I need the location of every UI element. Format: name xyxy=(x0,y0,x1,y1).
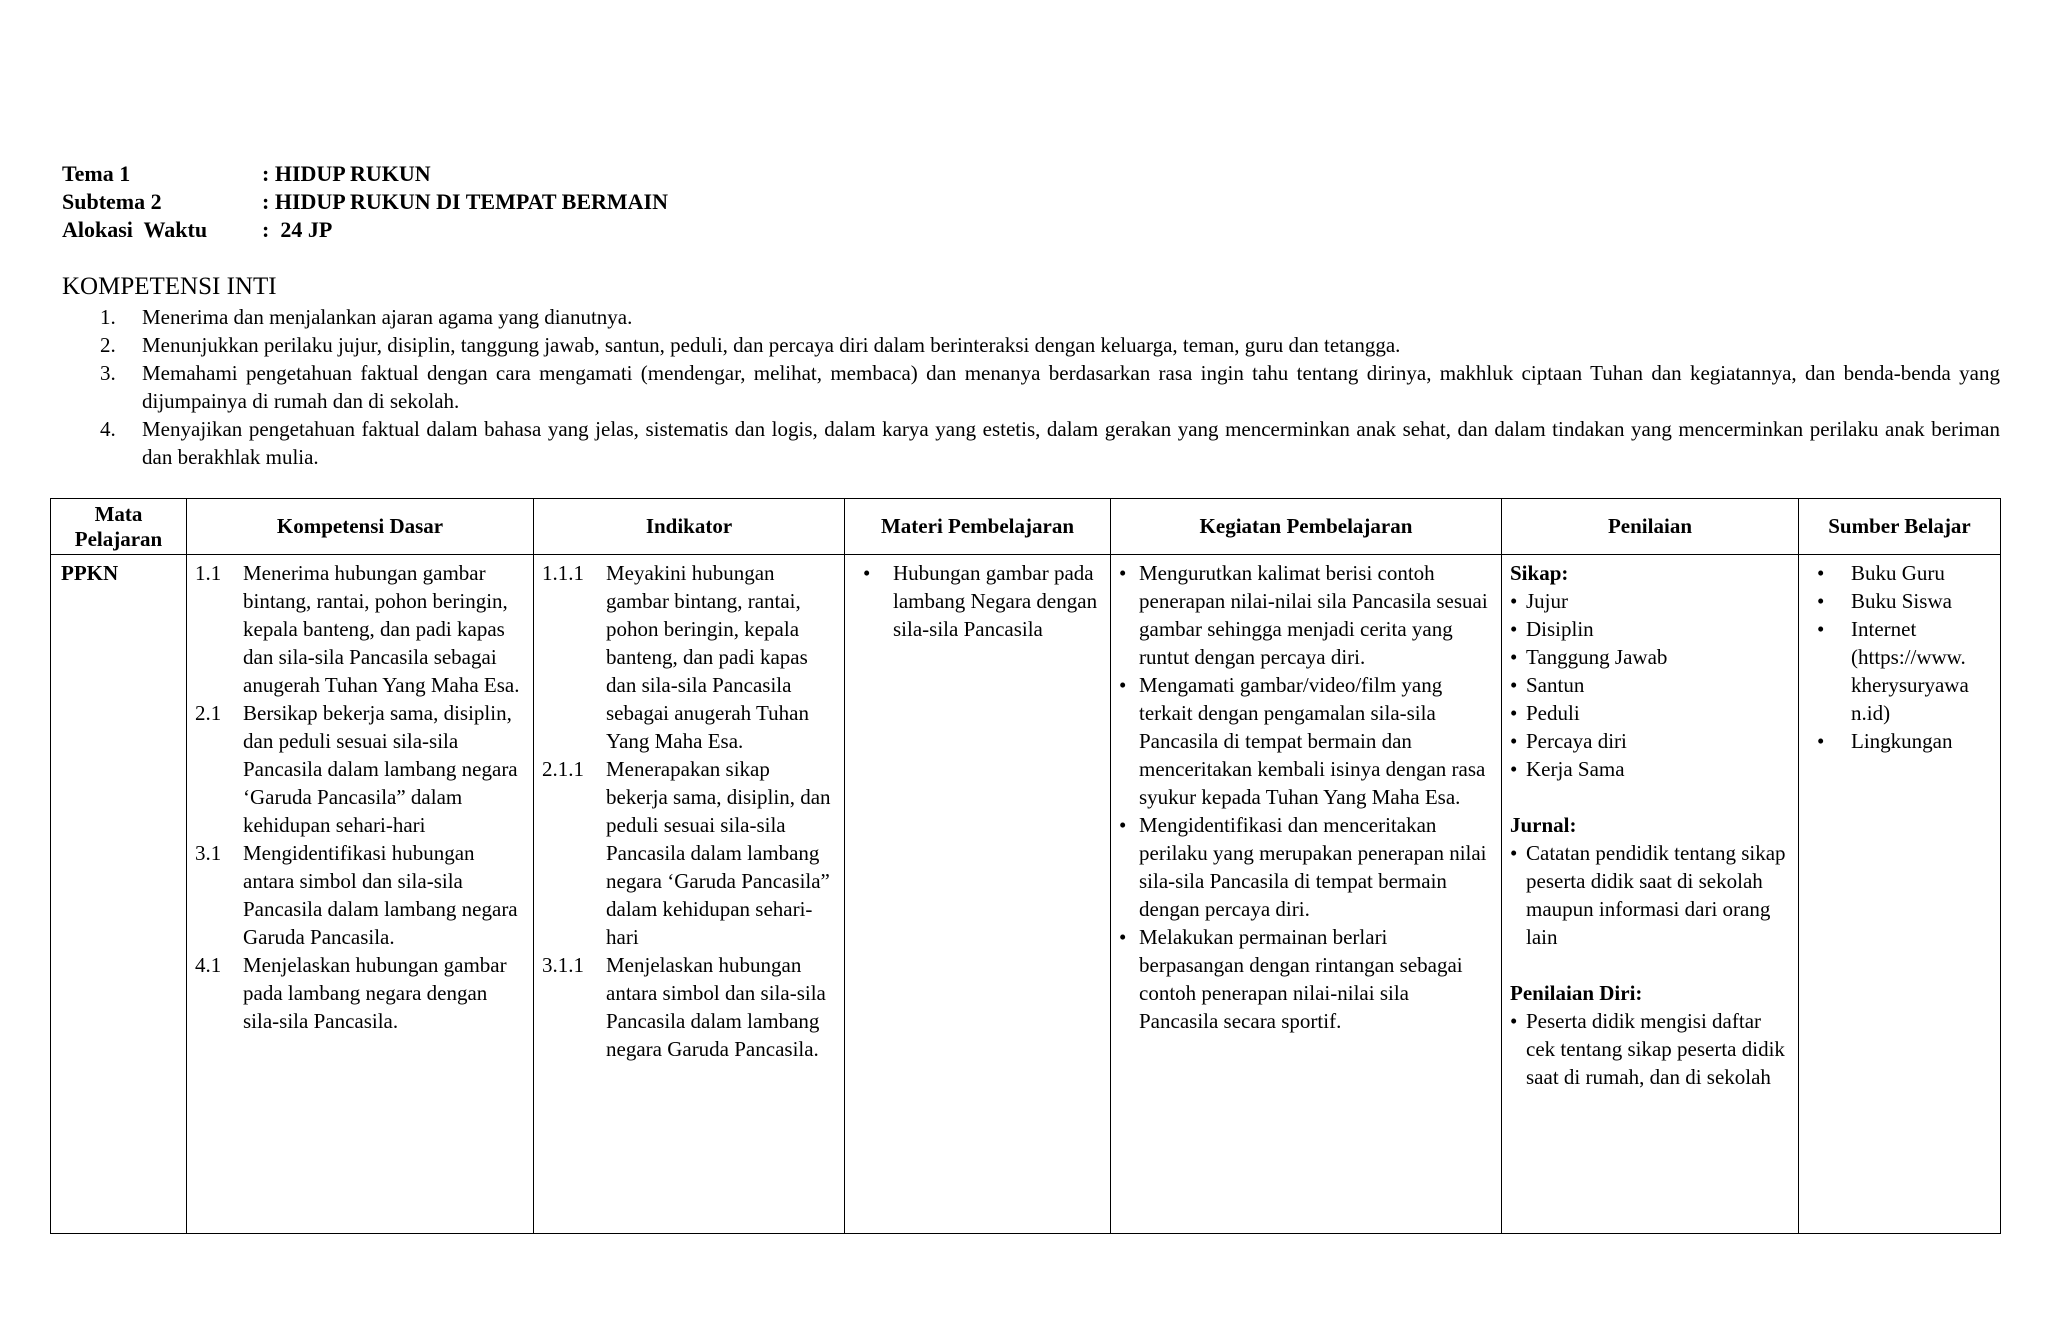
materi-item xyxy=(853,559,1102,643)
bullet-icon: • xyxy=(1510,1009,1518,1033)
ki-number: 3. xyxy=(100,361,116,385)
bullet-icon: • xyxy=(1510,617,1518,641)
kegiatan-text: Mengidentifikasi dan menceritakan perilaku yang merupakan penerapan nilai sila-sila Pancasila di tempat bermain dengan percaya diri. xyxy=(1139,813,1487,921)
bullet-icon: • xyxy=(1817,729,1825,753)
subtema-label: Subtema 2 xyxy=(62,189,162,214)
kompetensi-inti-title: KOMPETENSI INTI xyxy=(62,273,277,300)
tema-value: : HIDUP RUKUN xyxy=(262,161,431,186)
bullet-icon: • xyxy=(1119,813,1127,837)
kd-number: 1.1 xyxy=(195,561,222,585)
sumber-text: Internet (https://www. kherysuryawa n.id) xyxy=(1851,617,1969,725)
header-row-tema xyxy=(62,160,668,188)
ki-text: Menyajikan pengetahuan faktual dalam bahasa yang jelas, sistematis dan logis, dalam karya yang estetis, dalam gerakan yang mencerminkan anak sehat, dan dalam tindakan yang mencerminkan perilaku anak beriman dan berakhlak mulia. xyxy=(142,417,2000,469)
sikap-item xyxy=(1510,643,1790,671)
sikap-text: Peduli xyxy=(1526,701,1580,725)
kegiatan-text: Melakukan permainan berlari berpasangan dengan rintangan sebagai contoh penerapan nilai-nilai sila Pancasila secara sportif. xyxy=(1139,925,1463,1033)
ki-number: 2. xyxy=(100,333,116,357)
kegiatan-text: Mengurutkan kalimat berisi contoh penerapan nilai-nilai sila Pancasila sesuai gambar sehingga menjadi cerita yang runtut dengan percaya diri. xyxy=(1139,561,1488,669)
sumber-text: Lingkungan xyxy=(1851,729,1953,753)
cell-penilaian xyxy=(1502,555,1799,1234)
sumber-item xyxy=(1807,587,1992,615)
ki-number: 4. xyxy=(100,417,116,441)
header-materi: Materi Pembelajaran xyxy=(845,499,1111,555)
kd-text: Bersikap bekerja sama, disiplin, dan peduli sesuai sila-sila Pancasila dalam lambang negara ‘Garuda Pancasila” dalam kehidupan sehari-hari xyxy=(243,701,518,837)
bullet-icon: • xyxy=(1817,589,1825,613)
penilaian-jurnal-title: Jurnal: xyxy=(1510,813,1577,837)
bullet-icon: • xyxy=(1119,673,1127,697)
tema-label: Tema 1 xyxy=(62,161,131,186)
alokasi-label: Alokasi Waktu xyxy=(62,217,208,242)
ki-item xyxy=(100,359,2000,415)
spacer xyxy=(1510,783,1790,811)
header-penilaian: Penilaian xyxy=(1502,499,1799,555)
kd-text: Mengidentifikasi hubungan antara simbol dan sila-sila Pancasila dalam lambang negara Garuda Pancasila. xyxy=(243,841,518,949)
ki-item xyxy=(100,303,2000,331)
alokasi-value: : 24 JP xyxy=(262,217,333,242)
table-row xyxy=(51,555,2001,1234)
sumber-item xyxy=(1807,559,1992,587)
cell-sumber xyxy=(1799,555,2001,1234)
sikap-text: Kerja Sama xyxy=(1526,757,1625,781)
diri-item xyxy=(1510,1007,1790,1091)
sumber-item xyxy=(1807,615,1992,727)
bullet-icon: • xyxy=(1510,757,1518,781)
indikator-number: 1.1.1 xyxy=(542,561,584,585)
header-sumber: Sumber Belajar xyxy=(1799,499,2001,555)
sikap-item xyxy=(1510,671,1790,699)
diri-text: Peserta didik mengisi daftar cek tentang sikap peserta didik saat di rumah, dan di sekolah xyxy=(1526,1009,1785,1089)
kd-item xyxy=(195,559,525,699)
cell-indikator xyxy=(534,555,845,1234)
kd-item xyxy=(195,839,525,951)
jurnal-text: Catatan pendidik tentang sikap peserta didik saat di sekolah maupun informasi dari orang lain xyxy=(1526,841,1786,949)
cell-kompetensi-dasar xyxy=(187,555,534,1234)
ki-text: Memahami pengetahuan faktual dengan cara mengamati (mendengar, melihat, membaca) dan menanya berdasarkan rasa ingin tahu tentang dirinya, makhluk ciptaan Tuhan dan kegiatannya, dan benda-benda yang dijumpainya di rumah dan di sekolah. xyxy=(142,361,2000,413)
bullet-icon: • xyxy=(1510,673,1518,697)
kd-item xyxy=(195,951,525,1035)
kegiatan-item xyxy=(1119,671,1493,811)
indikator-item xyxy=(542,559,836,755)
ki-text: Menerima dan menjalankan ajaran agama yang dianutnya. xyxy=(142,305,633,329)
cell-mata-pelajaran: PPKN xyxy=(51,555,187,1234)
ki-item xyxy=(100,415,2000,471)
kegiatan-text: Mengamati gambar/video/film yang terkait dengan pengamalan sila-sila Pancasila di tempat bermain dan menceritakan kembali isinya dengan rasa syukur kepada Tuhan Yang Maha Esa. xyxy=(1139,673,1486,809)
kegiatan-item xyxy=(1119,811,1493,923)
bullet-icon: • xyxy=(1510,589,1518,613)
header-kegiatan: Kegiatan Pembelajaran xyxy=(1111,499,1502,555)
sikap-text: Santun xyxy=(1526,673,1585,697)
indikator-item xyxy=(542,755,836,951)
sikap-text: Disiplin xyxy=(1526,617,1594,641)
indikator-number: 2.1.1 xyxy=(542,757,584,781)
ki-text: Menunjukkan perilaku jujur, disiplin, tanggung jawab, santun, peduli, dan percaya diri dalam berinteraksi dengan keluarga, teman, guru dan tetangga. xyxy=(142,333,1401,357)
header-mata-pelajaran: Mata Pelajaran xyxy=(51,499,187,555)
bullet-icon: • xyxy=(1510,729,1518,753)
bullet-icon: • xyxy=(1817,617,1825,641)
indikator-text: Meyakini hubungan gambar bintang, rantai, pohon beringin, kepala banteng, dan padi kapas dan sila-sila Pancasila sebagai anugerah Tuhan Yang Maha Esa. xyxy=(606,561,809,753)
lesson-plan-table xyxy=(50,498,2001,1234)
cell-materi xyxy=(845,555,1111,1234)
header-indikator: Indikator xyxy=(534,499,845,555)
sikap-text: Percaya diri xyxy=(1526,729,1627,753)
indikator-text: Menjelaskan hubungan antara simbol dan sila-sila Pancasila dalam lambang negara Garuda Pancasila. xyxy=(606,953,826,1061)
sikap-text: Jujur xyxy=(1526,589,1568,613)
bullet-icon: • xyxy=(1510,645,1518,669)
kd-text: Menjelaskan hubungan gambar pada lambang negara dengan sila-sila Pancasila. xyxy=(243,953,507,1033)
header-row-alokasi xyxy=(62,216,668,244)
kd-number: 4.1 xyxy=(195,953,222,977)
sumber-text: Buku Guru xyxy=(1851,561,1945,585)
indikator-item xyxy=(542,951,836,1063)
penilaian-diri-title: Penilaian Diri: xyxy=(1510,981,1643,1005)
bullet-icon: • xyxy=(1119,925,1127,949)
kompetensi-inti-list xyxy=(100,303,2000,471)
penilaian-sikap-title: Sikap: xyxy=(1510,561,1569,585)
kd-item xyxy=(195,699,525,839)
bullet-icon: • xyxy=(863,561,871,585)
sikap-item xyxy=(1510,587,1790,615)
indikator-number: 3.1.1 xyxy=(542,953,584,977)
subtema-value: : HIDUP RUKUN DI TEMPAT BERMAIN xyxy=(262,189,669,214)
bullet-icon: • xyxy=(1119,561,1127,585)
document-header xyxy=(62,160,668,244)
ki-number: 1. xyxy=(100,305,116,329)
kegiatan-item xyxy=(1119,923,1493,1035)
sumber-text: Buku Siswa xyxy=(1851,589,1952,613)
sikap-item xyxy=(1510,615,1790,643)
bullet-icon: • xyxy=(1510,701,1518,725)
header-kompetensi-dasar: Kompetensi Dasar xyxy=(187,499,534,555)
cell-kegiatan xyxy=(1111,555,1502,1234)
sumber-item xyxy=(1807,727,1992,755)
table-header-row xyxy=(51,499,2001,555)
kegiatan-item xyxy=(1119,559,1493,671)
kd-number: 2.1 xyxy=(195,701,222,725)
materi-text: Hubungan gambar pada lambang Negara dengan sila-sila Pancasila xyxy=(893,561,1098,641)
sikap-text: Tanggung Jawab xyxy=(1526,645,1668,669)
spacer xyxy=(1510,951,1790,979)
header-row-subtema xyxy=(62,188,668,216)
bullet-icon: • xyxy=(1510,841,1518,865)
indikator-text: Menerapakan sikap bekerja sama, disiplin, dan peduli sesuai sila-sila Pancasila dalam lambang negara ‘Garuda Pancasila” dalam kehidupan sehari-hari xyxy=(606,757,831,949)
ki-item xyxy=(100,331,2000,359)
sikap-item xyxy=(1510,699,1790,727)
bullet-icon: • xyxy=(1817,561,1825,585)
sikap-item xyxy=(1510,727,1790,755)
jurnal-item xyxy=(1510,839,1790,951)
kd-text: Menerima hubungan gambar bintang, rantai, pohon beringin, kepala banteng, dan padi kapas dan sila-sila Pancasila sebagai anugerah Tuhan Yang Maha Esa. xyxy=(243,561,520,697)
kd-number: 3.1 xyxy=(195,841,222,865)
sikap-item xyxy=(1510,755,1790,783)
